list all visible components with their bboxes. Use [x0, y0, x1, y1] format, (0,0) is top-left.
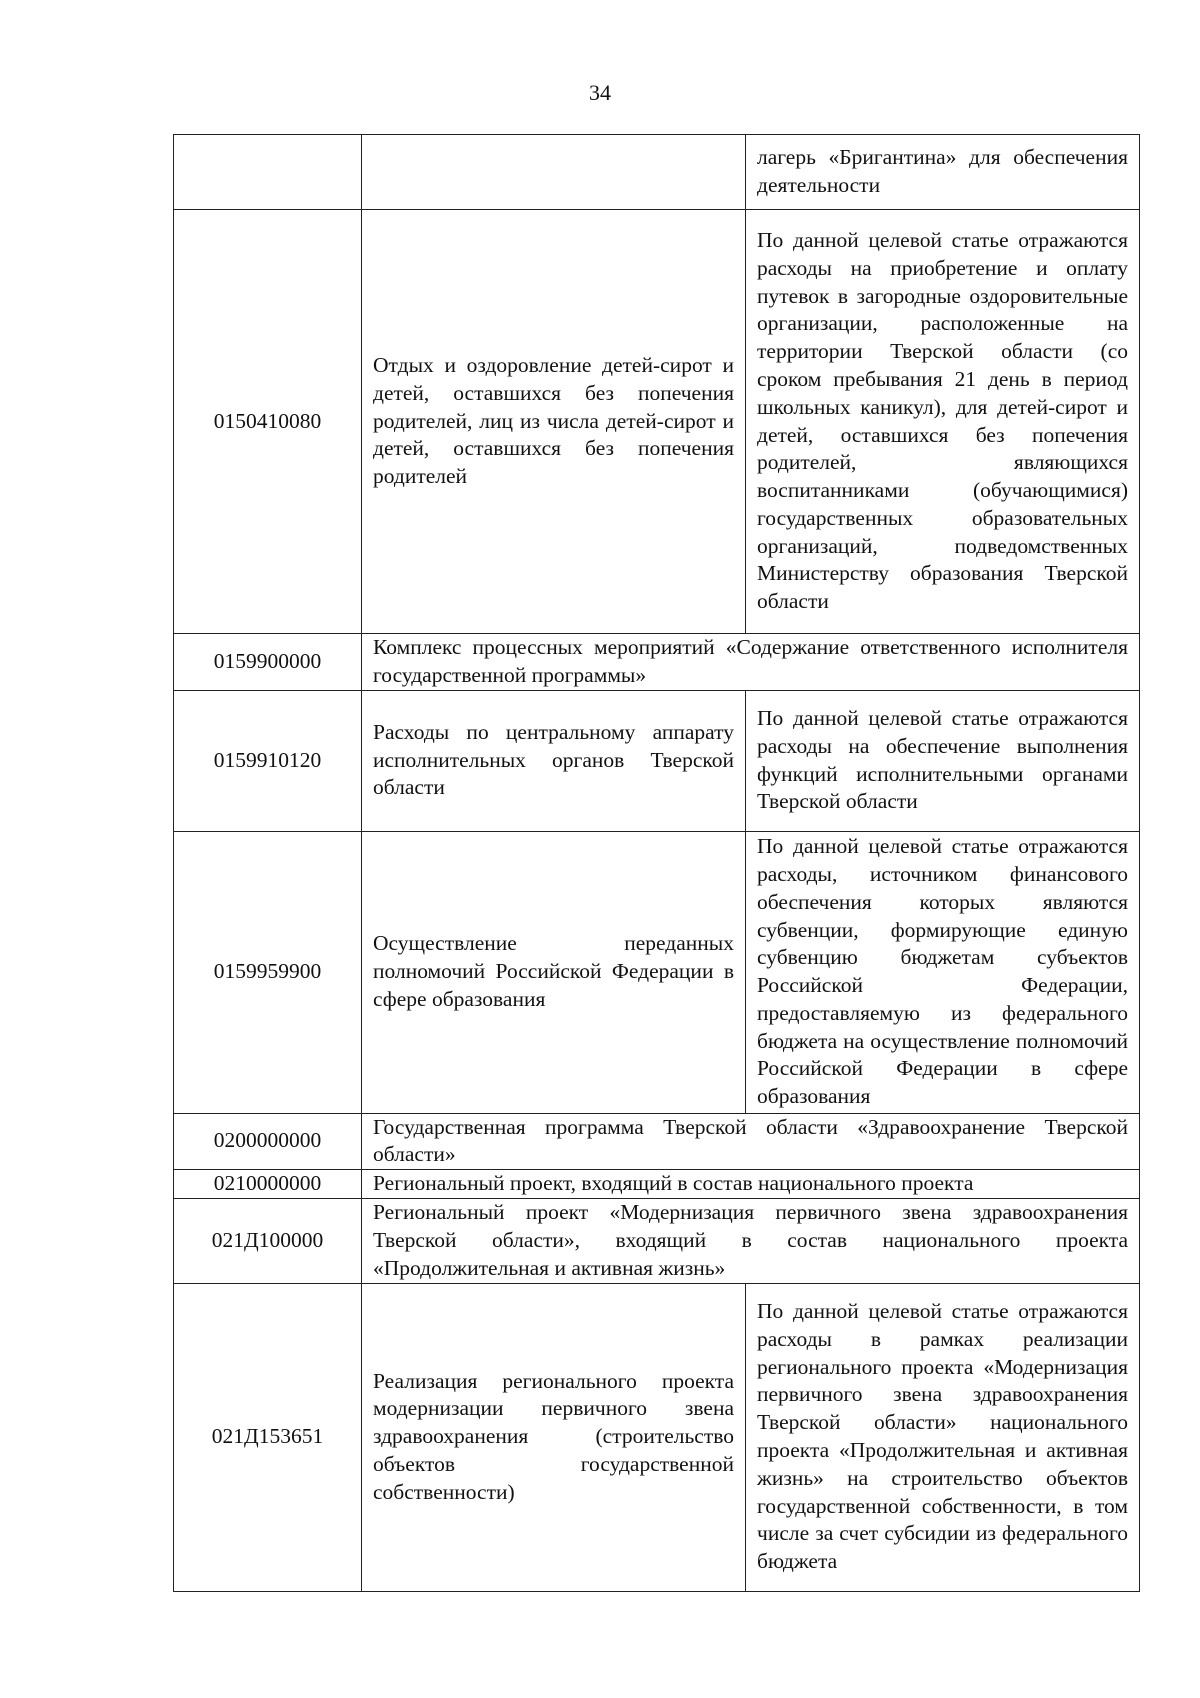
code-cell: 021Д153651	[174, 1283, 362, 1591]
table-row	[174, 690, 1140, 831]
description-cell: По данной целевой статье отражаются расходы на обеспечение выполнения функций исполнительными органами Тверской области	[746, 690, 1140, 831]
description-cell: По данной целевой статье отражаются расходы в рамках реализации регионального проекта «Модернизация первичного звена здравоохранения Тверской области» национального проекта «Продолжительная и активная жизнь» на строительство объектов государственной собственности, в том числе за счет субсидии из федерального бюджета	[746, 1283, 1140, 1591]
merged-title-cell: Региональный проект, входящий в состав национального проекта	[362, 1170, 1140, 1199]
table-row	[174, 634, 1140, 691]
code-cell	[174, 135, 362, 210]
code-cell: 0159900000	[174, 634, 362, 691]
code-cell: 0150410080	[174, 210, 362, 634]
budget-classification-table	[173, 134, 1140, 1592]
name-cell: Реализация регионального проекта модернизации первичного звена здравоохранения (строительство объектов государственной собственности)	[362, 1283, 746, 1591]
description-cell: лагерь «Бригантина» для обеспечения деятельности	[746, 135, 1140, 210]
merged-title-cell: Государственная программа Тверской области «Здравоохранение Тверской области»	[362, 1113, 1140, 1170]
code-cell: 0159910120	[174, 690, 362, 831]
code-cell: 021Д100000	[174, 1199, 362, 1283]
code-cell: 0200000000	[174, 1113, 362, 1170]
table-row	[174, 1199, 1140, 1283]
table-row	[174, 135, 1140, 210]
description-cell: По данной целевой статье отражаются расходы на приобретение и оплату путевок в загородные оздоровительные организации, расположенные на территории Тверской области (со сроком пребывания 21 день в период школьных каникул), для детей-сирот и детей, оставшихся без попечения родителей, являющихся воспитанниками (обучающимися) государственных образовательных организаций, подведомственных Министерству образования Тверской области	[746, 210, 1140, 634]
name-cell: Осуществление переданных полномочий Российской Федерации в сфере образования	[362, 831, 746, 1113]
merged-title-cell: Региональный проект «Модернизация первичного звена здравоохранения Тверской области», входящий в состав национального проекта «Продолжительная и активная жизнь»	[362, 1199, 1140, 1283]
table-row	[174, 1170, 1140, 1199]
table-row	[174, 1113, 1140, 1170]
code-cell: 0210000000	[174, 1170, 362, 1199]
table-row	[174, 210, 1140, 634]
table-row	[174, 1283, 1140, 1591]
code-cell: 0159959900	[174, 831, 362, 1113]
name-cell: Расходы по центральному аппарату исполнительных органов Тверской области	[362, 690, 746, 831]
table-row	[174, 831, 1140, 1113]
name-cell: Отдых и оздоровление детей-сирот и детей, оставшихся без попечения родителей, лиц из числа детей-сирот и детей, оставшихся без попечения родителей	[362, 210, 746, 634]
page-number: 34	[589, 80, 611, 105]
merged-title-cell: Комплекс процессных мероприятий «Содержание ответственного исполнителя государственной программы»	[362, 634, 1140, 691]
description-cell: По данной целевой статье отражаются расходы, источником финансового обеспечения которых являются субвенции, формирующие единую субвенцию бюджетам субъектов Российской Федерации, предоставляемую из федерального бюджета на осуществление полномочий Российской Федерации в сфере образования	[746, 831, 1140, 1113]
name-cell	[362, 135, 746, 210]
